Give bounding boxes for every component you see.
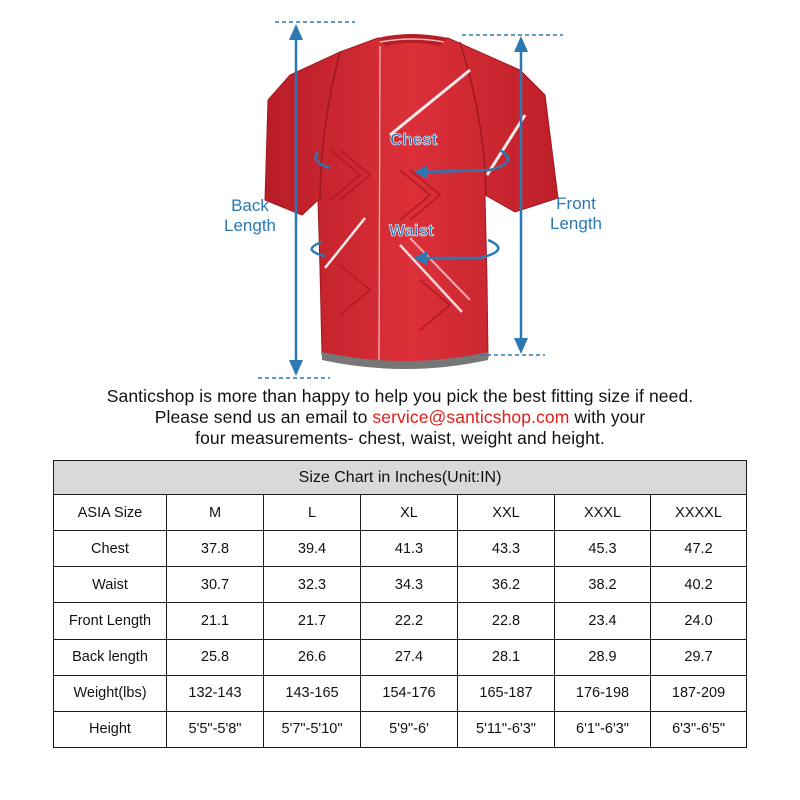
table-cell: 21.1	[167, 603, 264, 639]
size-chart-table	[53, 460, 747, 748]
back-length-label-line2: Length	[224, 216, 276, 235]
note-line-3: four measurements- chest, waist, weight and height.	[195, 428, 605, 448]
table-cell: 38.2	[555, 567, 651, 603]
table-cell: 41.3	[361, 531, 458, 567]
table-cell: 24.0	[651, 603, 747, 639]
table-row	[54, 675, 747, 711]
note-line-2-after: with your	[569, 407, 646, 427]
waist-label: Waist	[389, 221, 434, 240]
table-cell: XXXXL	[651, 495, 747, 531]
table-row	[54, 567, 747, 603]
table-cell: 27.4	[361, 639, 458, 675]
table-cell: 143-165	[264, 675, 361, 711]
back-length-label	[218, 196, 282, 236]
table-cell: XXL	[458, 495, 555, 531]
row-label: Back length	[54, 639, 167, 675]
jersey-shape	[265, 34, 558, 369]
row-label: Height	[54, 711, 167, 747]
table-cell: 5'7"-5'10"	[264, 711, 361, 747]
table-cell: 22.8	[458, 603, 555, 639]
table-row	[54, 531, 747, 567]
table-cell: M	[167, 495, 264, 531]
table-cell: 22.2	[361, 603, 458, 639]
back-length-label-line1: Back	[231, 196, 269, 215]
jersey-figure	[0, 0, 800, 385]
row-label: ASIA Size	[54, 495, 167, 531]
table-row	[54, 639, 747, 675]
note-line-2-before: Please send us an email to	[154, 407, 373, 427]
table-cell: XL	[361, 495, 458, 531]
front-length-label-line2: Length	[550, 214, 602, 233]
table-cell: 32.3	[264, 567, 361, 603]
row-label: Chest	[54, 531, 167, 567]
email-link[interactable]: service@santicshop.com	[372, 407, 570, 427]
table-row	[54, 711, 747, 747]
table-cell: 28.1	[458, 639, 555, 675]
table-cell: 36.2	[458, 567, 555, 603]
table-cell: 6'3"-6'5"	[651, 711, 747, 747]
table-cell: 26.6	[264, 639, 361, 675]
table-cell: 28.9	[555, 639, 651, 675]
fit-help-note	[0, 386, 800, 449]
table-cell: 165-187	[458, 675, 555, 711]
table-cell: 43.3	[458, 531, 555, 567]
table-cell: 23.4	[555, 603, 651, 639]
front-length-label	[543, 194, 609, 234]
table-cell: 154-176	[361, 675, 458, 711]
front-length-label-line1: Front	[556, 194, 596, 213]
table-cell: 37.8	[167, 531, 264, 567]
table-cell: 30.7	[167, 567, 264, 603]
row-label: Front Length	[54, 603, 167, 639]
table-cell: 5'5"-5'8"	[167, 711, 264, 747]
table-cell: 6'1"-6'3"	[555, 711, 651, 747]
note-line-1: Santicshop is more than happy to help you pick the best fitting size if need.	[106, 386, 694, 406]
table-cell: 40.2	[651, 567, 747, 603]
table-cell: 5'9"-6'	[361, 711, 458, 747]
table-cell: 34.3	[361, 567, 458, 603]
table-cell: 176-198	[555, 675, 651, 711]
table-row	[54, 495, 747, 531]
table-cell: 39.4	[264, 531, 361, 567]
table-cell: 47.2	[651, 531, 747, 567]
size-chart-body	[54, 495, 747, 748]
table-cell: 187-209	[651, 675, 747, 711]
table-cell: 5'11"-6'3"	[458, 711, 555, 747]
jersey-illustration	[0, 0, 800, 385]
table-row	[54, 603, 747, 639]
table-cell: 29.7	[651, 639, 747, 675]
table-cell: L	[264, 495, 361, 531]
row-label: Waist	[54, 567, 167, 603]
table-cell: 132-143	[167, 675, 264, 711]
chest-label: Chest	[390, 130, 438, 149]
table-cell: 45.3	[555, 531, 651, 567]
table-cell: 25.8	[167, 639, 264, 675]
table-cell: XXXL	[555, 495, 651, 531]
table-cell: 21.7	[264, 603, 361, 639]
row-label: Weight(lbs)	[54, 675, 167, 711]
note-line-2	[0, 407, 800, 428]
size-chart-title: Size Chart in Inches(Unit:IN)	[54, 461, 747, 495]
